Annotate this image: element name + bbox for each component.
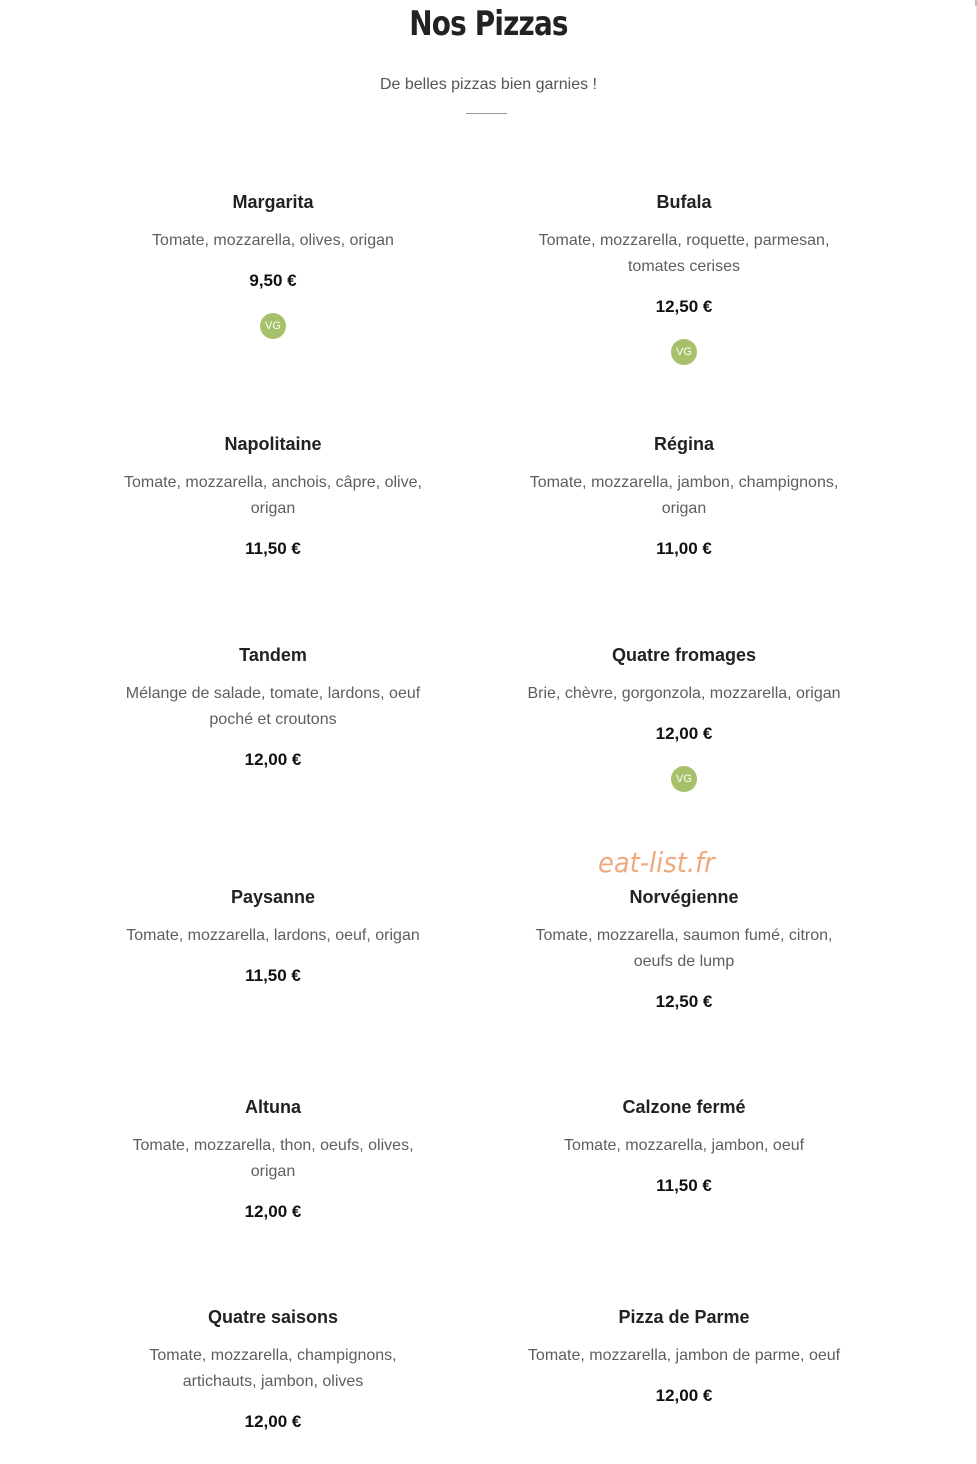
page-subtitle: De belles pizzas bien garnies ! (379, 76, 597, 93)
pizza-name: Norvégienne (629, 887, 739, 907)
pizza-name: Calzone fermé (622, 1097, 746, 1117)
pizza-price: 12,00 € (244, 1202, 302, 1221)
pizza-description: Tomate, mozzarella, jambon, oeuf (563, 1137, 805, 1154)
pizza-description: Tomate, mozzarella, champignons, artichauts, jambon, olives (149, 1347, 397, 1390)
pizza-price: 11,50 € (245, 539, 301, 558)
pizza-item (113, 433, 433, 560)
vegetarian-badge-icon: VG (671, 766, 697, 792)
pizza-item (524, 1096, 844, 1197)
page-title: Nos Pizzas (409, 4, 568, 44)
pizza-item (524, 433, 844, 560)
pizza-description: Tomate, mozzarella, roquette, parmesan, tomates cerises (538, 232, 830, 275)
pizza-description: Brie, chèvre, gorgonzola, mozzarella, origan (527, 685, 841, 702)
pizza-price: 12,50 € (655, 992, 713, 1011)
pizza-price: 11,00 € (656, 539, 712, 558)
pizza-price: 12,00 € (655, 1386, 713, 1405)
pizza-name: Napolitaine (224, 434, 322, 454)
pizza-name: Quatre saisons (207, 1307, 339, 1327)
pizza-name: Bufala (656, 192, 712, 212)
pizza-name: Tandem (239, 645, 307, 665)
pizza-item (113, 644, 433, 771)
pizza-description: Tomate, mozzarella, thon, oeufs, olives, origan (132, 1137, 414, 1180)
pizza-price: 12,00 € (244, 750, 302, 769)
pizza-name: Pizza de Parme (618, 1307, 750, 1327)
pizza-item (113, 191, 433, 339)
pizza-description: Tomate, mozzarella, jambon, champignons, origan (529, 474, 839, 517)
pizza-description: Tomate, mozzarella, jambon de parme, oeuf (527, 1347, 841, 1364)
pizza-description: Mélange de salade, tomate, lardons, oeuf poché et croutons (125, 685, 421, 728)
vegetarian-badge-icon: VG (260, 313, 286, 339)
pizza-item (524, 1306, 844, 1407)
pizza-description: Tomate, mozzarella, anchois, câpre, olive, origan (124, 474, 422, 517)
pizza-name: Régina (653, 434, 714, 454)
pizza-item (524, 644, 844, 792)
pizza-item (113, 1306, 433, 1433)
pizza-price: 9,50 € (249, 271, 297, 290)
vegetarian-badge-icon: VG (671, 339, 697, 365)
pizza-price: 12,00 € (244, 1412, 302, 1431)
pizza-item (524, 191, 844, 365)
pizza-item (113, 1096, 433, 1223)
pizza-item (524, 886, 844, 1013)
pizza-price: 11,50 € (245, 966, 301, 985)
watermark: eat-list.fr (598, 846, 715, 879)
pizza-name: Paysanne (230, 887, 316, 907)
pizza-description: Tomate, mozzarella, olives, origan (152, 232, 394, 249)
pizza-description: Tomate, mozzarella, lardons, oeuf, origan (126, 927, 420, 944)
pizza-item (113, 886, 433, 987)
pizza-price: 11,50 € (656, 1176, 712, 1195)
pizza-price: 12,00 € (655, 724, 713, 743)
pizza-description: Tomate, mozzarella, saumon fumé, citron, oeufs de lump (535, 927, 833, 970)
title-divider (466, 113, 507, 114)
pizza-name: Margarita (232, 192, 314, 212)
pizza-name: Quatre fromages (611, 645, 757, 665)
pizza-name: Altuna (245, 1097, 301, 1117)
pizza-price: 12,50 € (655, 297, 713, 316)
